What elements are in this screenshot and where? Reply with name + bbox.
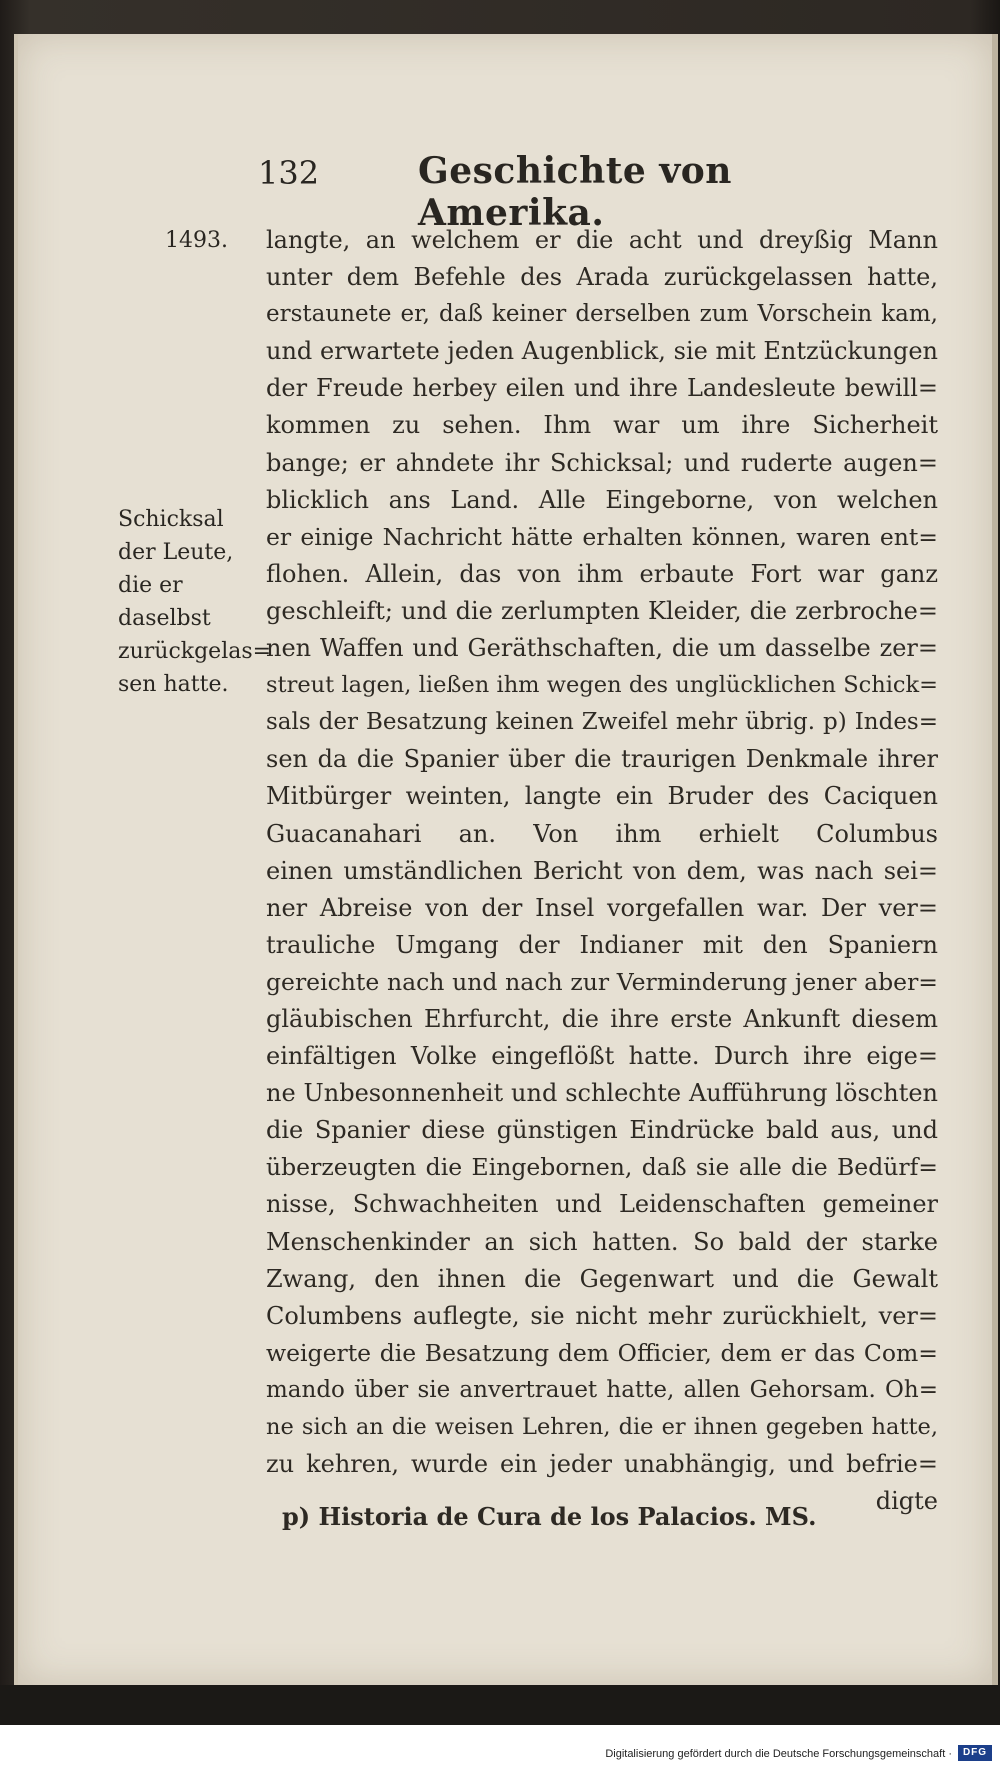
text-line: langte, an welchem er die acht und dreyßig Mann (266, 226, 938, 254)
text-line: Guacanahari an. Von ihm erhielt Columbus (266, 819, 938, 848)
text-line: Menschenkinder an sich hatten. So bald der starke (266, 1227, 938, 1256)
text-line: ne Unbesonnenheit und schlechte Aufführung löschten (266, 1079, 938, 1108)
text-line: der Freude herbey eilen und ihre Landesleute bewill= (266, 374, 938, 403)
year-marginal: 1493. (165, 228, 228, 253)
text-line: streut lagen, ließen ihm wegen des unglücklichen Schick= (266, 672, 938, 699)
text-line: trauliche Umgang der Indianer mit den Spaniern (266, 930, 938, 959)
marginal-note-line: zurückgelas= (118, 639, 272, 664)
text-line: und erwartete jeden Augenblick, sie mit Entzückungen (266, 337, 938, 366)
text-line: erstaunete er, daß keiner derselben zum Vorschein kam, (266, 301, 938, 328)
text-line: weigerte die Besatzung dem Officier, dem er das Com= (266, 1338, 938, 1367)
text-line: ne sich an die weisen Lehren, die er ihnen gegeben hatte, (266, 1414, 938, 1440)
marginal-note-line: die er daselbst (118, 573, 211, 631)
text-line: flohen. Allein, das von ihm erbaute Fort war ganz (266, 559, 938, 588)
text-line: einfältigen Volke eingeflößt hatte. Durch ihre eige= (266, 1042, 938, 1071)
funding-credit: Digitalisierung gefördert durch die Deutsche Forschungsgemeinschaft · (605, 1748, 952, 1760)
text-line: zu kehren, wurde ein jeder unabhängig, und befrie= (266, 1450, 938, 1479)
text-line: er einige Nachricht hätte erhalten können, waren ent= (266, 522, 938, 551)
marginal-note-line: der Leute, (118, 540, 234, 565)
text-line: mando über sie anvertrauet hatte, allen Gehorsam. Oh= (266, 1376, 938, 1403)
catchword: digte (875, 1487, 938, 1516)
text-line: nisse, Schwachheiten und Leidenschaften gemeiner (266, 1190, 938, 1219)
text-line: sen da die Spanier über die traurigen Denkmale ihrer (266, 745, 938, 774)
dfg-logo-icon: DFG (958, 1745, 992, 1761)
text-line: überzeugten die Eingebornen, daß sie alle die Bedürf= (266, 1153, 938, 1182)
text-line: einen umständlichen Bericht von dem, was nach sei= (266, 856, 938, 885)
text-line: nen Waffen und Geräthschaften, die um dasselbe zer= (266, 634, 938, 663)
page-header (258, 150, 818, 234)
text-line: kommen zu sehen. Ihm war um ihre Sicherheit (266, 411, 938, 440)
text-line: sals der Besatzung keinen Zweifel mehr übrig. p) Indes= (266, 709, 938, 736)
text-line: gereichte nach und nach zur Verminderung jener aber= (266, 967, 938, 996)
running-title: Geschichte von Amerika. (418, 150, 732, 234)
text-line: gläubischen Ehrfurcht, die ihre erste Ankunft diesem (266, 1004, 938, 1033)
marginal-note-line: Schicksal (118, 507, 224, 532)
text-line: geschleift; und die zerlumpten Kleider, die zerbroche= (266, 596, 938, 625)
text-line: ner Abreise von der Insel vorgefallen war. Der ver= (266, 893, 938, 922)
footnote: p) Historia de Cura de los Palacios. MS. (282, 1502, 817, 1531)
text-line: blicklich ans Land. Alle Eingeborne, von welchen (266, 485, 938, 514)
text-line: unter dem Befehle des Arada zurückgelassen hatte, (266, 263, 938, 292)
page-number: 132 (258, 154, 320, 192)
text-line: Mitbürger weinten, langte ein Bruder des Caciquen (266, 782, 938, 811)
marginal-note (118, 503, 272, 701)
scan-bottom-edge (0, 1685, 1000, 1725)
text-line: Columbens auflegte, sie nicht mehr zurückhielt, ver= (266, 1301, 938, 1330)
text-line: Zwang, den ihnen die Gegenwart und die Gewalt (266, 1264, 938, 1293)
text-line: die Spanier diese günstigen Eindrücke bald aus, und (266, 1116, 938, 1145)
body-text (266, 222, 938, 1520)
text-line: bange; er ahndete ihr Schicksal; und ruderte augen= (266, 448, 938, 477)
marginal-note-line: sen hatte. (118, 672, 229, 697)
